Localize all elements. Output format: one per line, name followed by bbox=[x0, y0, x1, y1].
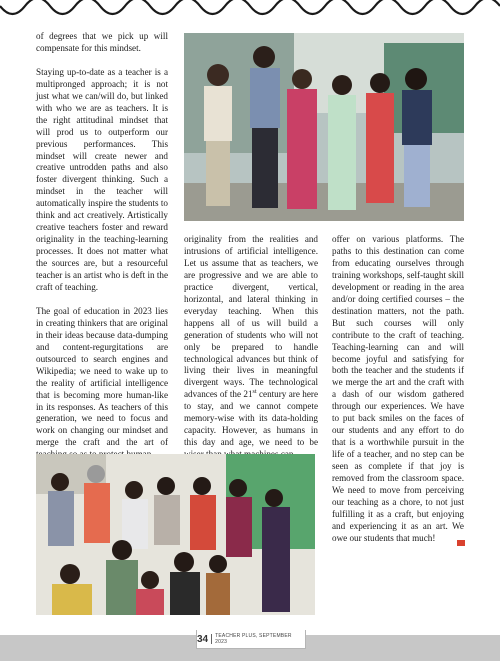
group-photo-top bbox=[184, 33, 464, 221]
ordinal-suffix: st bbox=[252, 389, 257, 396]
paragraph: of degrees that we pick up will compensate for this mindset. bbox=[36, 31, 168, 53]
paragraph-text: century are here to stay, and we cannot compete memory-wise with its data-holding capacity. However, as humans in this day and age, we need to be bbox=[184, 389, 318, 448]
article-column-2 bbox=[184, 234, 318, 473]
paragraph: The goal of education in 2023 lies in creating thinkers that are original in their ideas because data-dumping and content-regurgitations are outsourced to search engines and Wikipedia; we need to wake up to the reality of artificial intelligence that is becoming more human-like in its responses. As teachers of this generation, we need to focus and work on changing our mindset and merge the craft and the art of bbox=[36, 305, 168, 448]
paragraph: Staying up-to-date as a teacher is a multipronged approach; it is not just what we can/will do, but linked with who we are as teachers. It is the right attitudinal mindset that will prod us to outperform our previous performances. This mindset will create newer and creative untrodden paths and also foster divergent thinking. Such a mindset in the teacher will automatically inspire the students to think and act creatively. Artistically creative teachers foster and reward originality in the teaching-learning processes. It does not matter what the sources are, but a resourceful teacher is an artist who is deft in the craft of teaching. bbox=[36, 66, 168, 292]
decorative-wave-border bbox=[0, 0, 500, 24]
paragraph bbox=[184, 234, 318, 461]
page-footer bbox=[196, 630, 306, 649]
paragraph: offer on various platforms. The paths to this destination can come from educating ourselves through training workshops, self-taught skill development or reading in the area and/or doing certified courses – the destination matters, not the path. But such courses will only contribute to the craft of teaching. Teaching-learning can and will become joyful and satisfying for both the teacher and the students if we merge the art and the craft with a dash of our wisdom gathered through our experiences. We have to put back smiles on the faces of our students and any effort to do that is a worthwhile pursuit in the life of a teacher, and no step can be seen as complete if that joy is removed from the classroom space. We need to move from perceiving our teaching as a chore, to not just fulfilling it as a craft, but enjoying and experiencing it as an art. We owe our students that much! bbox=[332, 234, 464, 543]
article-column-3 bbox=[332, 234, 464, 557]
publication-name: TEACHER PLUS, SEPTEMBER 2023 bbox=[215, 633, 292, 645]
paragraph-text: originality from the realities and intrusions of artificial intelligence. Let us assume that as teachers, we are progressive and we are able to practice divergent, vertical, horizontal, and lateral thinking in everyday teaching. When this happens all of us will build a generation of students who will not only be prepared to handle technological advances but think of living their lives in meaningful divergent ways. The technological advances of the 21 bbox=[184, 234, 318, 400]
article-end-mark bbox=[457, 540, 465, 546]
group-photo-bottom bbox=[36, 454, 315, 615]
article-column-1 bbox=[36, 31, 168, 473]
footer-divider bbox=[211, 634, 212, 644]
page-number: 34 bbox=[197, 633, 209, 645]
